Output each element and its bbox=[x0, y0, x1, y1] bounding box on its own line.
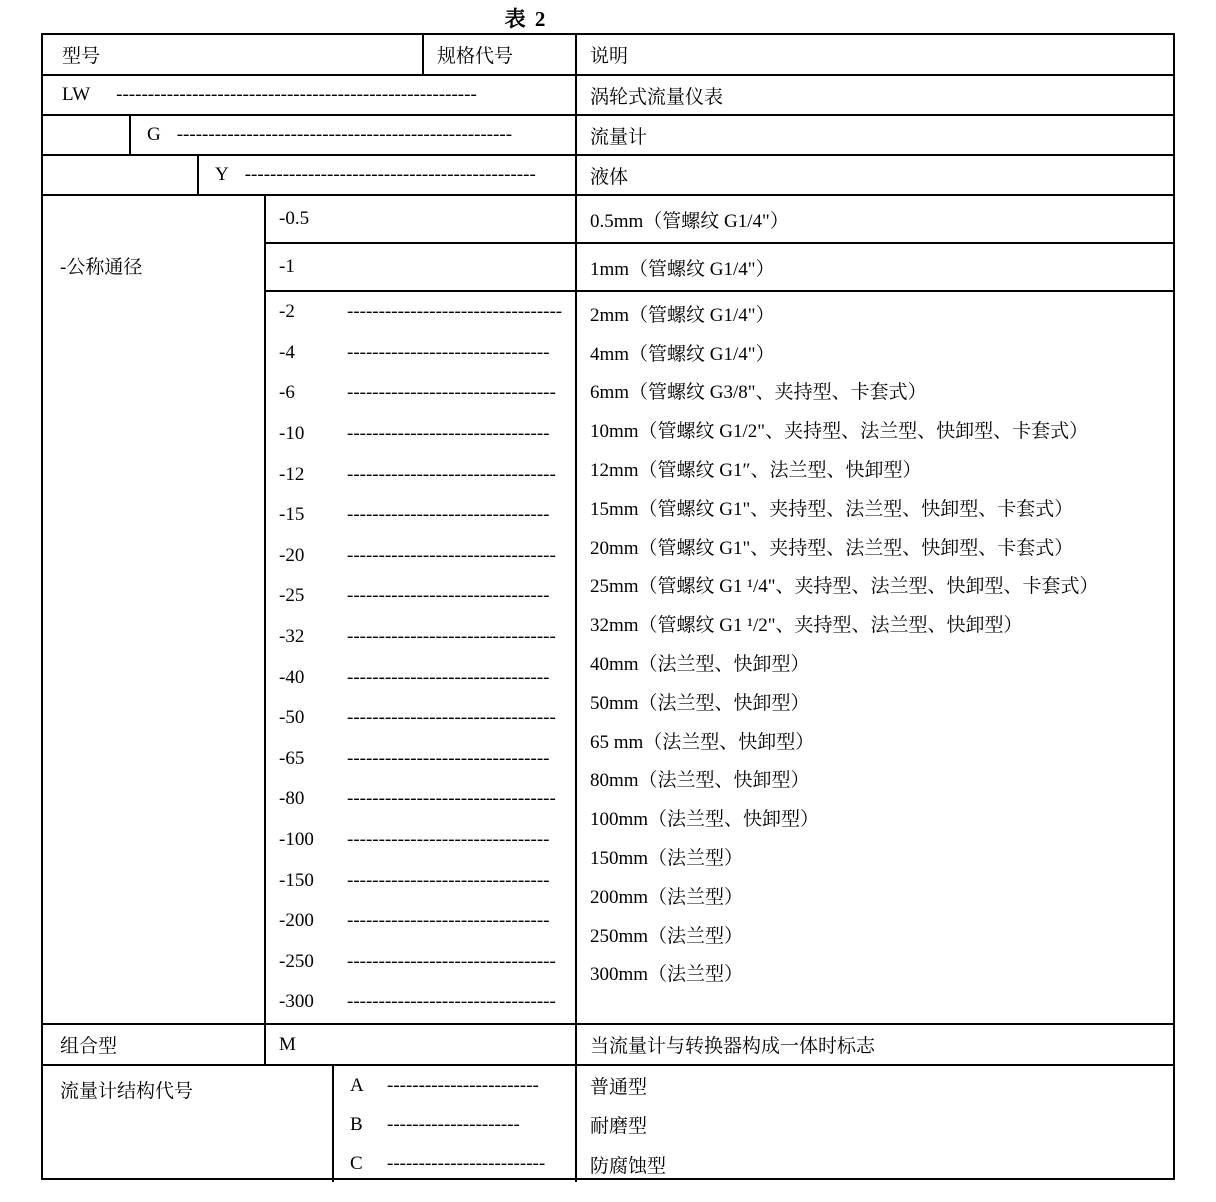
dash-line: --------------------------------- bbox=[347, 950, 556, 972]
diameter-desc-column bbox=[577, 292, 1173, 1023]
list-item bbox=[266, 495, 575, 536]
spec-code: -40 bbox=[279, 666, 305, 688]
row-nominal-diameter bbox=[43, 194, 1173, 1023]
spec-code: -10 bbox=[279, 423, 305, 445]
spec-code: -4 bbox=[279, 341, 295, 363]
spec-code: A bbox=[350, 1074, 364, 1096]
spec-code: -200 bbox=[279, 910, 314, 932]
dash-line: -------------------------------- bbox=[347, 747, 550, 769]
code-cell-y bbox=[199, 156, 577, 194]
list-item bbox=[266, 779, 575, 820]
desc-cell: 普通型 bbox=[590, 1077, 648, 1099]
spec-code: -65 bbox=[279, 747, 305, 769]
header-cell-model: 型号 bbox=[43, 35, 424, 74]
desc-cell-lw: 涡轮式流量仪表 bbox=[590, 86, 724, 108]
desc-cell: 0.5mm（管螺纹 G1/4"） bbox=[590, 210, 789, 232]
list-item bbox=[266, 576, 575, 617]
diameter-code-column bbox=[266, 292, 577, 1023]
desc-cell: 25mm（管螺纹 G1 ¹/4"、夹持型、法兰型、快卸型、卡套式） bbox=[590, 576, 1099, 598]
list-item bbox=[266, 901, 575, 942]
dash-line: --------------------- bbox=[387, 1113, 520, 1135]
dash-line: -------------------------------- bbox=[347, 910, 550, 932]
desc-cell: 100mm（法兰型、快卸型） bbox=[590, 809, 820, 831]
header-row bbox=[43, 35, 1173, 74]
code-y: Y bbox=[215, 164, 229, 185]
spec-code: -300 bbox=[279, 991, 314, 1013]
list-item bbox=[266, 820, 575, 861]
desc-cell: 50mm（法兰型、快卸型） bbox=[590, 692, 810, 714]
list-item bbox=[266, 982, 575, 1023]
spec-code: -50 bbox=[279, 707, 305, 729]
list-item bbox=[266, 739, 575, 780]
indent-spacer bbox=[43, 116, 131, 154]
spec-code-cell: -1 bbox=[266, 244, 577, 290]
desc-cell-m: 当流量计与转换器构成一体时标志 bbox=[590, 1036, 876, 1057]
list-item bbox=[266, 657, 575, 698]
header-cell-spec-code: 规格代号 bbox=[424, 35, 577, 74]
dash-line: --------------------------------- bbox=[347, 382, 556, 404]
spec-code: -250 bbox=[279, 950, 314, 972]
dash-line: -------------------------------- bbox=[347, 829, 550, 851]
spec-code: -80 bbox=[279, 788, 305, 810]
list-item bbox=[334, 1145, 575, 1184]
dash-line: -------------------------------- bbox=[347, 666, 550, 688]
row-structure-code bbox=[43, 1064, 1173, 1182]
list-item bbox=[266, 698, 575, 739]
dash-line: -------------------------------- bbox=[347, 504, 550, 526]
spec-code: -100 bbox=[279, 829, 314, 851]
list-item bbox=[266, 860, 575, 901]
desc-cell: 2mm（管螺纹 G1/4"） bbox=[590, 304, 775, 326]
desc-cell: 40mm（法兰型、快卸型） bbox=[590, 654, 810, 676]
list-item bbox=[266, 292, 575, 333]
nominal-diameter-body bbox=[266, 196, 1173, 1023]
diameter-list bbox=[266, 292, 1173, 1023]
row-g bbox=[43, 114, 1173, 154]
spec-code: -25 bbox=[279, 585, 305, 607]
indent-spacer bbox=[43, 156, 199, 194]
code-cell-g bbox=[131, 116, 577, 154]
table-row bbox=[266, 196, 1173, 244]
desc-cell: 15mm（管螺纹 G1"、夹持型、法兰型、快卸型、卡套式） bbox=[590, 498, 1074, 520]
structure-desc-column bbox=[577, 1066, 1173, 1182]
spec-code: -12 bbox=[279, 463, 305, 485]
desc-cell: 32mm（管螺纹 G1 ¹/2"、夹持型、法兰型、快卸型） bbox=[590, 615, 1023, 637]
spec-code: -6 bbox=[279, 382, 295, 404]
dash-line: --------------------------------- bbox=[347, 544, 556, 566]
desc-cell: 200mm（法兰型） bbox=[590, 886, 744, 908]
code-cell-lw bbox=[43, 76, 577, 114]
row-lw bbox=[43, 74, 1173, 114]
dash-line: --------------------------------- bbox=[347, 991, 556, 1013]
list-item bbox=[334, 1105, 575, 1144]
spec-table bbox=[41, 33, 1175, 1180]
nominal-diameter-label: -公称通径 bbox=[43, 196, 266, 1023]
list-item bbox=[266, 617, 575, 658]
dash-line: ---------------------------------------------- bbox=[244, 164, 536, 185]
dash-line: ------------------------- bbox=[387, 1153, 546, 1175]
desc-cell: 12mm（管螺纹 G1″、法兰型、快卸型） bbox=[590, 460, 922, 482]
code-lw: LW bbox=[62, 84, 91, 105]
table-row bbox=[266, 244, 1173, 292]
list-item bbox=[266, 373, 575, 414]
desc-cell: 300mm（法兰型） bbox=[590, 964, 744, 986]
diameter-subrows bbox=[266, 196, 1173, 292]
table-title: 表 2 bbox=[504, 7, 548, 31]
header-cell-description: 说明 bbox=[590, 46, 629, 67]
list-item bbox=[266, 414, 575, 455]
desc-cell: 65 mm（法兰型、快卸型） bbox=[590, 731, 815, 753]
dash-line: --------------------------------- bbox=[347, 463, 556, 485]
desc-cell: 4mm（管螺纹 G1/4"） bbox=[590, 343, 775, 365]
desc-cell: 20mm（管螺纹 G1"、夹持型、法兰型、快卸型、卡套式） bbox=[590, 537, 1074, 559]
dash-line: -------------------------------- bbox=[347, 423, 550, 445]
spec-code: -20 bbox=[279, 544, 305, 566]
desc-cell: 6mm（管螺纹 G3/8"、夹持型、卡套式） bbox=[590, 382, 927, 404]
desc-cell: 1mm（管螺纹 G1/4"） bbox=[590, 258, 775, 280]
list-item bbox=[266, 454, 575, 495]
spec-code: -2 bbox=[279, 301, 295, 323]
dash-line: --------------------------------- bbox=[347, 788, 556, 810]
spec-code: C bbox=[350, 1153, 363, 1175]
row-combined-type bbox=[43, 1023, 1173, 1064]
desc-cell: 80mm（法兰型、快卸型） bbox=[590, 770, 810, 792]
spec-code: -32 bbox=[279, 626, 305, 648]
structure-code-column bbox=[334, 1066, 577, 1182]
desc-cell: 耐磨型 bbox=[590, 1116, 648, 1138]
list-item bbox=[266, 942, 575, 983]
spec-code: -150 bbox=[279, 869, 314, 891]
list-item bbox=[266, 333, 575, 374]
desc-cell: 250mm（法兰型） bbox=[590, 925, 744, 947]
desc-cell: 10mm（管螺纹 G1/2"、夹持型、法兰型、快卸型、卡套式） bbox=[590, 421, 1089, 443]
dash-line: -------------------------------- bbox=[347, 341, 550, 363]
code-g: G bbox=[147, 124, 161, 145]
row-y bbox=[43, 154, 1173, 194]
dash-line: -------------------------------- bbox=[347, 585, 550, 607]
spec-code-cell: -0.5 bbox=[266, 196, 577, 242]
desc-cell: 防腐蚀型 bbox=[590, 1155, 667, 1177]
dash-line: --------------------------------- bbox=[347, 626, 556, 648]
structure-code-label: 流量计结构代号 bbox=[43, 1066, 334, 1182]
dash-line: ----------------------------------------------------- bbox=[176, 124, 513, 145]
desc-cell-g: 流量计 bbox=[590, 126, 648, 148]
dash-line: -------------------------------- bbox=[347, 869, 550, 891]
dash-line: --------------------------------------------------------- bbox=[116, 84, 477, 105]
desc-cell: 150mm（法兰型） bbox=[590, 848, 744, 870]
dash-line: ------------------------ bbox=[387, 1074, 539, 1096]
spec-code: B bbox=[350, 1113, 363, 1135]
spec-code-cell-m: M bbox=[266, 1025, 577, 1064]
spec-code: -15 bbox=[279, 504, 305, 526]
dash-line: --------------------------------- bbox=[347, 707, 556, 729]
list-item bbox=[334, 1066, 575, 1105]
dash-line: ---------------------------------- bbox=[347, 301, 563, 323]
desc-cell-y: 液体 bbox=[590, 166, 629, 188]
list-item bbox=[266, 536, 575, 577]
combined-type-label: 组合型 bbox=[43, 1025, 266, 1064]
